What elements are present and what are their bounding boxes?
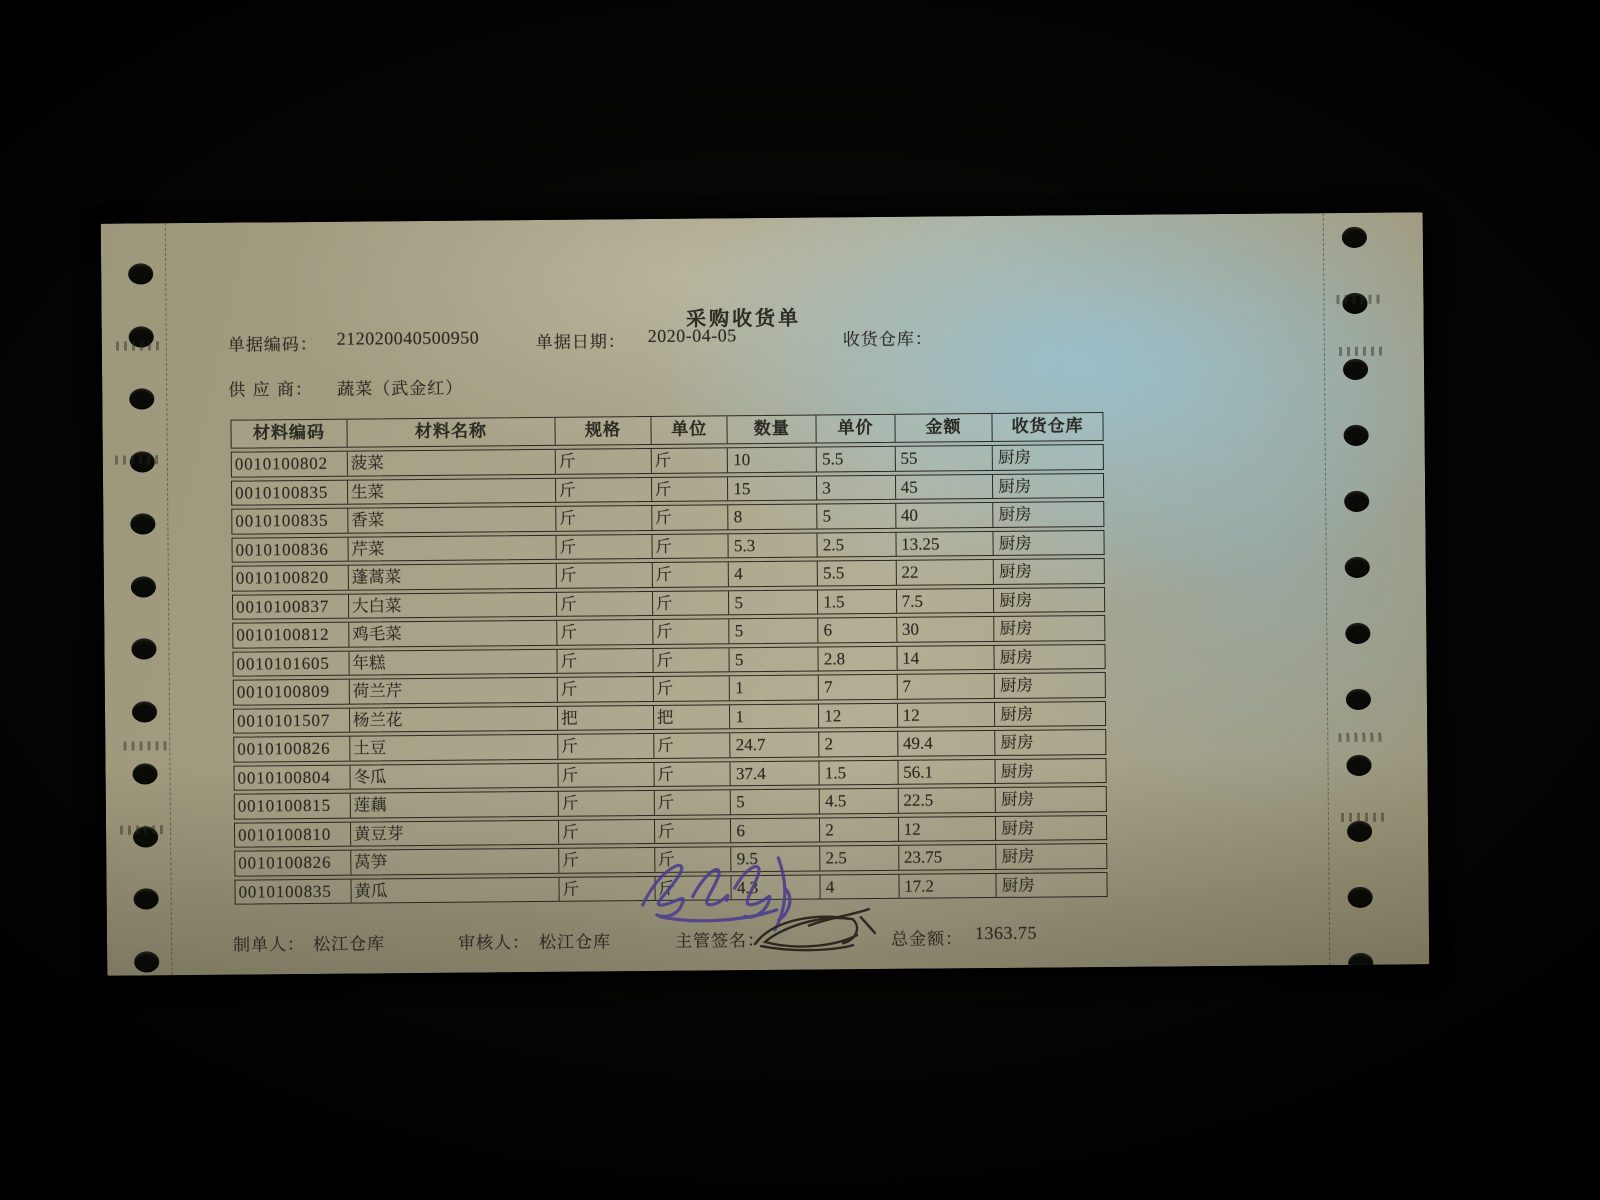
table-header-row (230, 412, 1103, 449)
column-header: 规格 (555, 417, 651, 445)
table-cell: 斤 (653, 562, 730, 586)
table-row (233, 672, 1106, 705)
supplier-value: 蔬菜（武金红） (337, 378, 464, 400)
table-cell: 厨房 (998, 533, 1032, 553)
dot-matrix-artifacts (101, 212, 1423, 224)
column-header: 单位 (651, 416, 728, 444)
table-cell: 49.4 (898, 731, 996, 755)
table-cell: 0010100835 (232, 480, 348, 505)
table-cell: 芹菜 (348, 535, 556, 560)
table-cell: 斤 (653, 619, 730, 643)
table-cell: 2 (819, 732, 898, 756)
table-row (232, 558, 1105, 591)
table-row (234, 872, 1107, 905)
sprocket-hole (1342, 227, 1367, 248)
table-cell: 2 (820, 817, 899, 841)
sprocket-hole (132, 701, 157, 722)
table-cell: 30 (897, 617, 995, 641)
table-cell: 13.25 (896, 532, 994, 556)
table-row (233, 758, 1106, 791)
table-cell: 5 (730, 619, 819, 643)
table-cell: 斤 (557, 563, 653, 587)
table-row (232, 644, 1105, 677)
sprocket-hole (1346, 755, 1371, 776)
table-cell: 2.5 (820, 846, 899, 870)
tractor-feed-right (101, 212, 1423, 224)
supervisor-sign-label: 主管签名： (674, 931, 766, 952)
sprocket-hole (129, 388, 154, 409)
table-cell: 厨房 (1000, 732, 1034, 752)
table-cell: 生菜 (348, 478, 556, 503)
table-cell: 0010100826 (235, 851, 351, 876)
table-row (231, 501, 1104, 534)
reviewer-label: 审核人： (457, 933, 531, 954)
table-row (233, 729, 1106, 762)
table-cell: 1.5 (818, 589, 897, 613)
date-label: 单据日期： (535, 332, 626, 353)
table-cell: 5.5 (817, 447, 896, 471)
sprocket-hole (131, 638, 156, 659)
total-amount-label: 总金额： (890, 929, 964, 950)
table-cell: 0010100812 (233, 623, 349, 648)
sprocket-hole (130, 513, 155, 534)
table-cell: 8 (729, 505, 818, 529)
table-cell: 9.5 (732, 847, 821, 871)
table-cell: 斤 (558, 734, 654, 758)
table-cell: 斤 (559, 791, 655, 815)
table-cell: 厨房 (999, 647, 1033, 667)
table-cell: 斤 (652, 448, 729, 472)
receipt-paper (101, 212, 1430, 976)
table-cell: 12 (819, 703, 898, 727)
maker-value: 松江仓库 (312, 934, 386, 955)
table-cell: 黄豆芽 (351, 820, 559, 845)
table-cell: 厨房 (1001, 875, 1035, 895)
table-cell: 荷兰芹 (350, 678, 558, 703)
sprocket-hole (132, 763, 157, 784)
table-cell: 4.5 (820, 789, 899, 813)
perforation-line-left (165, 223, 173, 975)
column-header: 材料编码 (231, 420, 347, 448)
table-row (231, 473, 1104, 506)
table-cell: 土豆 (350, 735, 558, 760)
table-cell: 斤 (653, 591, 730, 615)
table-row (234, 815, 1107, 848)
perforation-line-right (1323, 213, 1331, 965)
table-cell: 40 (896, 503, 994, 527)
table-cell: 0010100809 (234, 680, 350, 705)
dot-matrix-artifact (116, 341, 162, 350)
table-cell: 厨房 (998, 561, 1033, 581)
sprocket-hole (1345, 623, 1370, 644)
table-cell: 55 (895, 446, 993, 470)
table-cell: 2.8 (819, 646, 898, 670)
table-cell: 冬瓜 (350, 763, 558, 788)
column-header: 收货仓库 (1011, 416, 1084, 437)
table-cell: 0010100835 (235, 879, 351, 904)
table-cell: 56.1 (898, 759, 996, 783)
table-cell: 7 (897, 674, 995, 698)
table-cell: 5.3 (729, 533, 818, 557)
table-cell: 12 (898, 702, 996, 726)
table-cell: 5 (817, 504, 896, 528)
table-cell: 莲藕 (351, 792, 559, 817)
table-cell: 7.5 (897, 589, 995, 613)
dot-matrix-artifact (123, 741, 169, 750)
table-cell: 斤 (652, 505, 729, 529)
table-cell: 斤 (556, 534, 652, 558)
table-cell: 斤 (655, 876, 732, 900)
table-cell: 杨兰花 (350, 706, 558, 731)
reviewer-value: 松江仓库 (538, 932, 612, 953)
table-cell: 蓬蒿菜 (349, 564, 557, 589)
dot-matrix-artifact (1336, 295, 1382, 304)
receiving-warehouse-label: 收货仓库： (842, 329, 933, 351)
table-row (234, 843, 1107, 876)
table-cell: 4 (821, 874, 900, 898)
table-row (232, 587, 1105, 620)
table-cell: 斤 (556, 506, 652, 530)
table-cell: 0010100836 (232, 537, 348, 562)
table-cell: 厨房 (1001, 818, 1035, 838)
table-cell: 0010100835 (232, 509, 348, 534)
column-header: 金额 (895, 414, 993, 442)
table-cell: 6 (731, 818, 820, 842)
sprocket-hole (134, 951, 159, 972)
table-cell: 3 (817, 475, 896, 499)
table-cell: 斤 (557, 591, 653, 615)
table-cell: 0010100820 (233, 566, 349, 591)
table-cell: 23.75 (899, 845, 997, 869)
table-cell: 1 (730, 676, 819, 700)
sprocket-hole (131, 576, 156, 597)
table-row (231, 530, 1104, 563)
column-header: 数量 (728, 416, 817, 444)
dot-matrix-artifact (1339, 347, 1385, 356)
table-cell: 斤 (556, 449, 652, 473)
table-cell: 年糕 (349, 649, 557, 674)
table-cell: 7 (819, 675, 898, 699)
table-cell: 斤 (654, 762, 731, 786)
table-cell: 把 (654, 705, 731, 729)
table-cell: 厨房 (1000, 789, 1035, 809)
date-value: 2020-04-05 (647, 325, 737, 347)
table-cell: 0010100826 (234, 737, 350, 762)
dot-matrix-artifact (115, 455, 161, 464)
table-cell: 厨房 (998, 476, 1032, 496)
dot-matrix-artifact (120, 825, 166, 834)
table-cell: 斤 (557, 620, 653, 644)
table-cell: 厨房 (1001, 846, 1035, 866)
table-cell: 5.5 (818, 561, 897, 585)
table-cell: 2.5 (818, 532, 897, 556)
dot-matrix-artifact (1338, 733, 1384, 742)
table-cell: 鸡毛菜 (349, 621, 557, 646)
table-cell: 22 (896, 560, 994, 584)
table-cell: 5 (729, 590, 818, 614)
table-cell: 斤 (556, 477, 652, 501)
table-cell: 22.5 (898, 788, 996, 812)
table-cell: 17.2 (899, 873, 997, 897)
table-cell: 24.7 (731, 733, 820, 757)
table-cell: 斤 (655, 819, 732, 843)
table-cell: 黄瓜 (351, 877, 559, 902)
document-title: 采购收货单 (685, 305, 802, 331)
table-cell: 莴笋 (351, 849, 559, 874)
table-cell: 0010101605 (233, 651, 349, 676)
table-cell: 45 (896, 475, 994, 499)
table-cell: 斤 (559, 848, 655, 872)
supervisor-signature-handwriting (749, 901, 884, 957)
table-cell: 厨房 (997, 447, 1032, 467)
table-cell: 香菜 (348, 507, 556, 532)
table-cell: 厨房 (999, 590, 1033, 610)
table-cell: 14 (897, 645, 995, 669)
sprocket-hole (1347, 821, 1372, 842)
sprocket-hole (128, 263, 153, 284)
table-cell: 斤 (652, 534, 729, 558)
column-header: 材料名称 (347, 418, 555, 447)
table-cell: 15 (728, 476, 817, 500)
table-cell: 厨房 (1000, 704, 1034, 724)
table-cell: 斤 (557, 648, 653, 672)
sprocket-hole (1348, 953, 1373, 974)
table-cell: 斤 (652, 477, 729, 501)
table-cell: 4.3 (732, 875, 821, 899)
table-cell: 0010100804 (234, 765, 350, 790)
table-cell: 厨房 (1000, 761, 1034, 781)
table-cell: 6 (818, 618, 897, 642)
table-cell: 厨房 (999, 618, 1033, 638)
table-row (231, 444, 1104, 477)
table-cell: 0010101507 (234, 708, 350, 733)
table-cell: 厨房 (998, 504, 1032, 524)
table-cell: 斤 (558, 677, 654, 701)
table-cell: 0010100837 (233, 594, 349, 619)
table-cell: 厨房 (999, 675, 1034, 695)
table-cell: 0010100810 (235, 822, 351, 847)
table-cell: 5 (730, 647, 819, 671)
tractor-feed-left (101, 212, 1423, 224)
table-cell: 斤 (653, 648, 730, 672)
table-cell: 大白菜 (349, 592, 557, 617)
table-cell: 斤 (655, 847, 732, 871)
table-cell: 10 (728, 448, 817, 472)
sprocket-hole (1344, 425, 1369, 446)
sprocket-hole (134, 888, 159, 909)
table-cell: 斤 (654, 733, 731, 757)
column-header: 单价 (817, 415, 896, 443)
total-amount-value: 1363.75 (974, 922, 1038, 944)
sprocket-hole (1343, 359, 1368, 380)
table-cell: 斤 (559, 819, 655, 843)
sprocket-hole (1346, 689, 1371, 710)
table-cell: 斤 (558, 762, 654, 786)
table-cell: 5 (731, 790, 820, 814)
table-cell: 斤 (559, 876, 655, 900)
sprocket-hole (1348, 887, 1373, 908)
table-cell: 菠菜 (348, 450, 556, 475)
table-cell: 12 (899, 816, 997, 840)
sprocket-hole (1345, 557, 1370, 578)
table-row (233, 701, 1106, 734)
table-row (234, 786, 1107, 819)
table-cell: 斤 (654, 676, 731, 700)
sprocket-hole (1344, 491, 1369, 512)
table-cell: 0010100802 (232, 452, 348, 477)
table-row (232, 615, 1105, 648)
table-cell: 1.5 (820, 760, 899, 784)
doc-no-value: 212020040500950 (336, 327, 480, 349)
table-cell: 37.4 (731, 761, 820, 785)
items-table (230, 412, 1107, 908)
table-cell: 1 (730, 704, 819, 728)
table-cell: 斤 (654, 790, 731, 814)
doc-no-label: 单据编码： (227, 334, 318, 356)
dot-matrix-artifact (1341, 813, 1387, 822)
supplier-label: 供 应 商： (228, 379, 314, 401)
table-cell: 0010100815 (235, 794, 351, 819)
table-cell: 把 (558, 705, 654, 729)
maker-label: 制单人： (232, 935, 306, 956)
table-cell: 4 (729, 562, 818, 586)
